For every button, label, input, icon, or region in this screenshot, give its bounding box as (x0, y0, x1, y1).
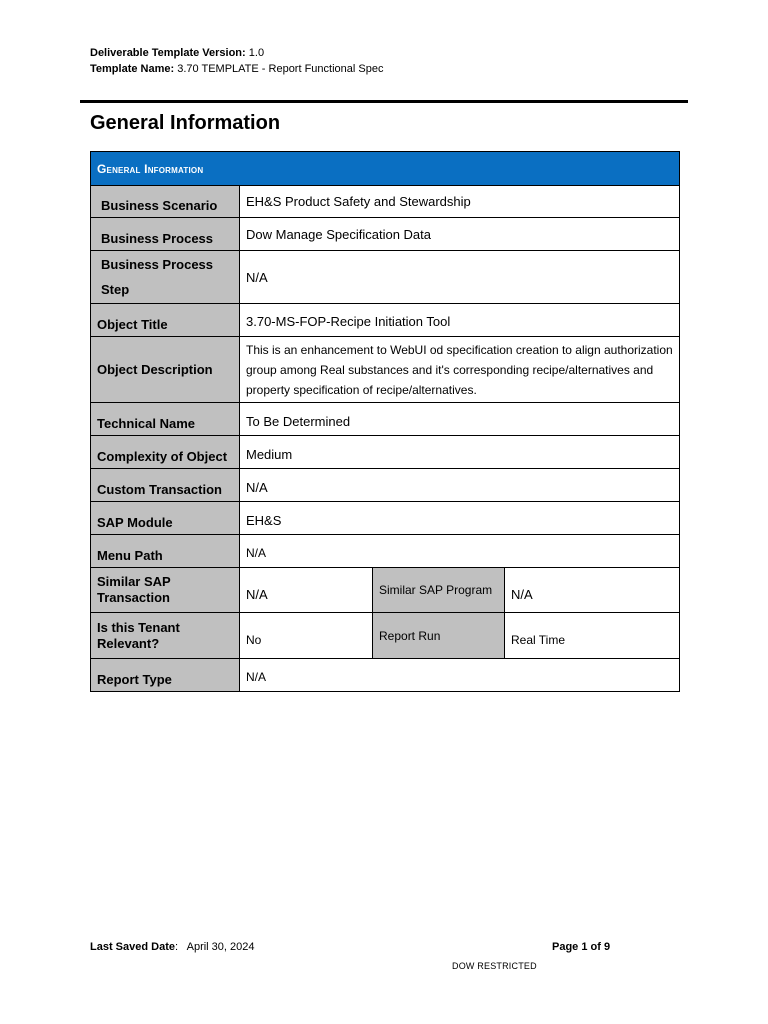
document-header (90, 45, 383, 77)
row-sub-label: Similar SAP Program (373, 568, 505, 613)
table-row (91, 337, 680, 403)
row-label: Business Process Step (91, 251, 240, 304)
classification-label: DOW RESTRICTED (452, 961, 537, 971)
last-saved-label: Last Saved Date (90, 941, 175, 953)
template-version-line (90, 45, 383, 61)
row-value: N/A (240, 469, 680, 502)
row-label: Business Scenario (91, 186, 240, 218)
row-value: N/A (240, 251, 680, 304)
row-label: Menu Path (91, 535, 240, 568)
table-row (91, 568, 680, 613)
row-sub-value: Real Time (505, 613, 680, 659)
row-label: Custom Transaction (91, 469, 240, 502)
table-header: General Information (91, 152, 680, 186)
page-number: Page 1 of 9 (552, 941, 611, 953)
row-value: To Be Determined (240, 403, 680, 436)
row-sub-value: N/A (505, 568, 680, 613)
table-row (91, 436, 680, 469)
template-version-label: Deliverable Template Version: (90, 47, 246, 59)
table-row (91, 535, 680, 568)
row-value: N/A (240, 659, 680, 692)
row-value: 3.70-MS-FOP-Recipe Initiation Tool (240, 304, 680, 337)
last-saved-value: April 30, 2024 (186, 941, 255, 953)
row-value: Dow Manage Specification Data (240, 218, 680, 251)
template-name-label: Template Name: (90, 63, 175, 75)
row-label: Technical Name (91, 403, 240, 436)
row-label: Report Type (91, 659, 240, 692)
row-value: Medium (240, 436, 680, 469)
table-row (91, 304, 680, 337)
row-label: Similar SAP Transaction (91, 568, 240, 613)
row-value: No (240, 613, 373, 659)
header-divider (80, 100, 688, 103)
row-label: Is this Tenant Relevant? (91, 613, 240, 659)
table-header-row (91, 152, 680, 186)
table-row (91, 186, 680, 218)
template-name-line (90, 61, 383, 77)
table-row (91, 218, 680, 251)
row-value: EH&S (240, 502, 680, 535)
table-row (91, 251, 680, 304)
row-value: This is an enhancement to WebUI od specification creation to align authorization group among Real substances and it's corresponding recipe/alternatives and property specification of recipe/alternatives. (240, 337, 680, 403)
row-label: Business Process (91, 218, 240, 251)
last-saved-date (90, 941, 255, 953)
row-label: Object Title (91, 304, 240, 337)
row-label: SAP Module (91, 502, 240, 535)
row-sub-label: Report Run (373, 613, 505, 659)
row-value: EH&S Product Safety and Stewardship (240, 186, 680, 218)
row-value: N/A (240, 535, 680, 568)
template-version-value: 1.0 (248, 47, 265, 59)
table-row (91, 659, 680, 692)
table-row (91, 403, 680, 436)
table-row (91, 613, 680, 659)
template-name-value: 3.70 TEMPLATE - Report Functional Spec (177, 63, 384, 75)
row-label: Complexity of Object (91, 436, 240, 469)
section-title: General Information (90, 112, 281, 134)
row-label: Object Description (91, 337, 240, 403)
table-row (91, 502, 680, 535)
general-information-table (90, 151, 680, 692)
row-value: N/A (240, 568, 373, 613)
table-row (91, 469, 680, 502)
last-saved-separator: : (174, 941, 179, 953)
